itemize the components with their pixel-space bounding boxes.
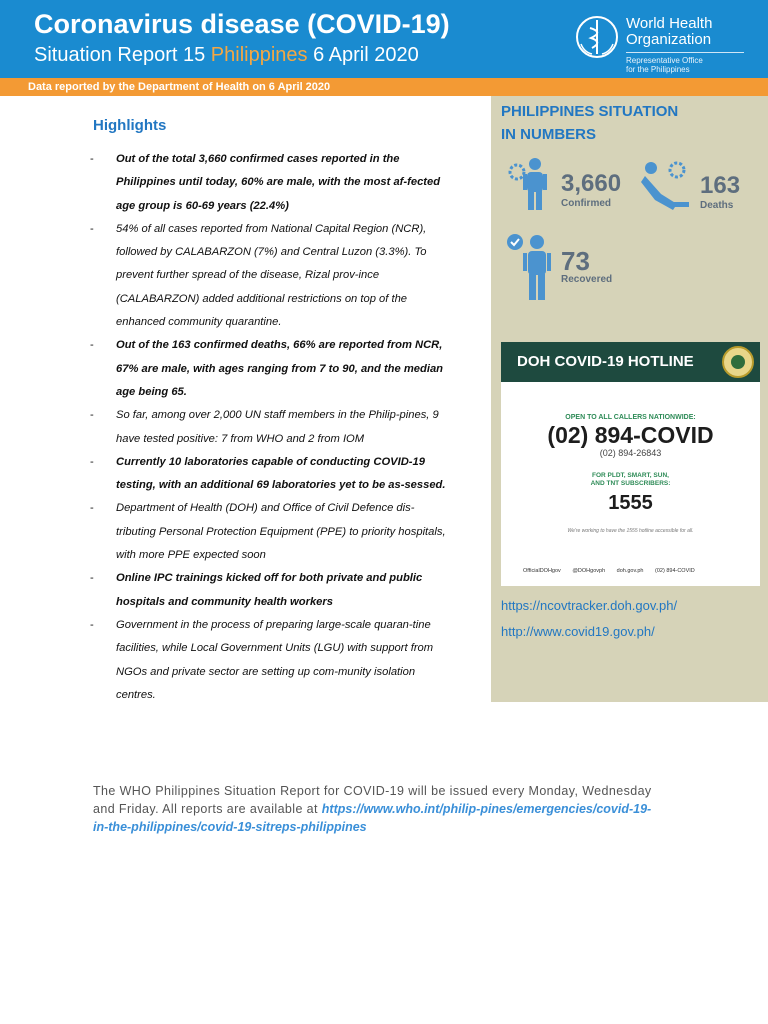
report-subtitle (34, 42, 419, 68)
doh-hotline-card (501, 342, 760, 586)
facebook-handle: OfficialDOHgov (523, 568, 561, 574)
who-name-line2: Organization (626, 31, 712, 48)
banner-text: Data reported by the Department of Health on 6 April 2020 (28, 81, 331, 93)
highlights-heading: Highlights (93, 117, 167, 134)
recovered-person-icon (503, 230, 559, 302)
ncovtracker-link[interactable]: https://ncovtracker.doh.gov.ph/ (501, 598, 678, 613)
twitter-handle: @DOHgovph (572, 568, 606, 574)
recovered-value: 73 (561, 246, 590, 276)
hotline-title: DOH COVID-19 HOTLINE (517, 353, 694, 370)
list-item: - Online IPC trainings kicked off for both private and public hospitals and community health workers (90, 567, 450, 614)
list-item: - 54% of all cases reported from National Capital Region (NCR), followed by CALABARZON (7%) and Central Luzon (3.3%). To prevent further spread of the disease, Rizal prov-ince (CALABARZON) added additional restrictions on top of the enhanced community quarantine. (90, 218, 450, 334)
hotline-main-number: (02) 894-COVID (547, 422, 714, 448)
who-office-line2: for the Philippines (626, 65, 690, 74)
hotline-open-text: OPEN TO ALL CALLERS NATIONWIDE: (565, 414, 696, 421)
sidebar-title-line2: IN NUMBERS (501, 126, 597, 143)
recovered-label: Recovered (561, 274, 613, 285)
hotline-note: We're working to have the 1555 hotline accessible for all. (567, 528, 694, 534)
who-office (626, 56, 703, 74)
covid19-gov-link[interactable]: http://www.covid19.gov.ph/ (501, 624, 655, 639)
list-item: - Out of the 163 confirmed deaths, 66% are reported from NCR, 67% are male, with ages ranging from 7 to 90, and the median age being 65. (90, 334, 450, 404)
who-divider (626, 52, 744, 53)
who-emblem-icon (574, 14, 620, 60)
list-item: - So far, among over 2,000 UN staff members in the Philip-pines, 9 have tested positive: 7 from WHO and 2 from IOM (90, 404, 450, 451)
deaths-label: Deaths (700, 200, 734, 211)
hotline-subscribers-text (501, 472, 760, 488)
hotline-short-number: 1555 (608, 492, 653, 514)
list-item: - Government in the process of preparing large-scale quaran-tine facilities, while Local Government Units (LGU) with support from NGOs and private sector are setting up com-munity isolation centres. (90, 614, 450, 707)
hotline-for-line1: FOR PLDT, SMART, SUN, (592, 472, 669, 479)
confirmed-person-icon (501, 154, 563, 212)
website-text: doh.gov.ph (616, 568, 644, 574)
confirmed-label: Confirmed (561, 198, 611, 209)
confirmed-value: 3,660 (561, 170, 622, 197)
situation-sidebar (491, 96, 768, 702)
subtitle-date: 6 April 2020 (313, 44, 419, 66)
deaths-value: 163 (700, 172, 741, 199)
hotline-header (501, 342, 760, 382)
list-item: - Out of the total 3,660 confirmed cases reported in the Philippines until today, 60% are male, with the most af-fected age group is 60-69 years (22.4%) (90, 148, 450, 218)
highlights-list (90, 148, 450, 707)
doh-seal-icon (722, 346, 754, 378)
who-office-line1: Representative Office (626, 56, 703, 65)
hotline-footer (523, 568, 705, 574)
sidebar-title-line1: PHILIPPINES SITUATION (501, 103, 679, 120)
list-item: - Department of Health (DOH) and Office of Civil Defence dis-tributing Personal Protection Equipment (PPE) to priority hospitals, with more PPE expected soon (90, 497, 450, 567)
report-title: Coronavirus disease (COVID-19) (34, 9, 450, 39)
footer-note (93, 782, 653, 836)
list-item: - Currently 10 laboratories capable of conducting COVID-19 testing, with an additional 69 laboratories yet to be as-sessed. (90, 451, 450, 498)
footer-text: The WHO Philippines Situation Report for COVID-19 will be issued every Monday, Wednesday and Friday. All reports are available at (93, 784, 652, 816)
footer-phone: (02) 894-COVID (655, 568, 695, 574)
subtitle-prefix: Situation Report 15 (34, 44, 206, 66)
subtitle-country: Philippines (210, 44, 308, 66)
report-header (0, 0, 768, 78)
data-source-banner (0, 78, 768, 96)
who-name (626, 16, 712, 48)
hotline-alt-number: (02) 894-26843 (599, 448, 662, 458)
deaths-person-icon (637, 156, 697, 214)
hotline-for-line2: AND TNT SUBSCRIBERS: (590, 480, 671, 487)
who-logo (574, 10, 754, 74)
who-sitreps-link[interactable]: https://www.who.int/philip-pines/emergencies/covid-19-in-the-philippines/covid-19-sitreps-philippines (93, 802, 652, 834)
who-name-line1: World Health (626, 15, 713, 32)
sidebar-title (501, 100, 678, 146)
